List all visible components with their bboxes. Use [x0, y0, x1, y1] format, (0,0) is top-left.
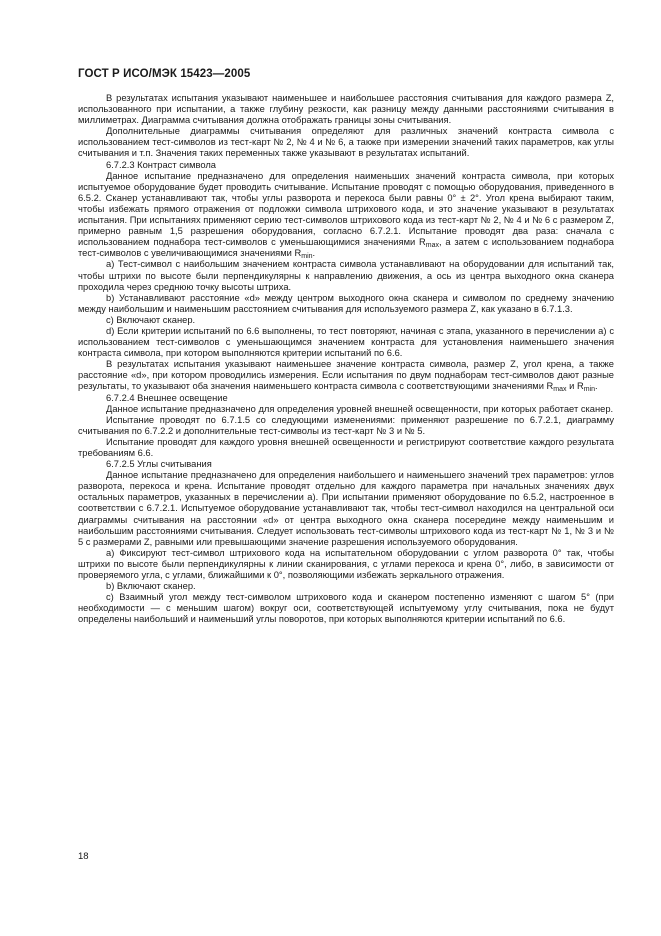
list-item-d: d) Если критерии испытаний по 6.6 выполнены, то тест повторяют, начиная с этапа, указанного в перечислении а) с использованием тест-символов с уменьшающимся значением контраста для установления наименьшего значения контраста символа, при котором выполняются критерии испытаний по 6.6.: [78, 325, 614, 359]
list-item-c: c) Включают сканер.: [106, 314, 196, 325]
paragraph: Испытание проводят для каждого уровня внешней освещенности и регистрируют соответствие каждого результата требованиям 6.6.: [78, 436, 614, 458]
list-item-a: а) Фиксируют тест-символ штрихового кода на испытательном оборудовании с углом разворота 0° так, чтобы штрихи по высоте были перпендикулярны к линии сканирования, с углами перекоса и крена 0°, либо, в зависимости от проверяемого угла, с углами, ближайшими к 0°, позволяющими избежать зеркального отражения.: [78, 547, 614, 581]
document-body: [78, 93, 614, 626]
paragraph: Данное испытание предназначено для определения уровней внешней освещенности, при которых работает сканер.: [106, 403, 614, 414]
paragraph: Испытание проводят по 6.7.1.5 со следующими изменениями: применяют разрешение по 6.7.2.1, диаграмму считывания по 6.7.2.2 и дополнительные тест-символы из тест-карт № 3 и № 5.: [78, 414, 614, 436]
page-number: 18: [78, 851, 89, 862]
list-item-b: b) Устанавливают расстояние «d» между центром выходного окна сканера и символом по среднему значению между наибольшим и наименьшим расстоянием считывания для используемого размера Z, как указано в 6.7.1.3.: [78, 292, 614, 314]
paragraph: В результатах испытания указывают наименьшее и наибольшее расстояния считывания для каждого размера Z, использованного при испытании, а также глубину резкости, как разницу между данными расстояниями считывания в миллиметрах. Диаграмма считывания должна отображать границы зоны считывания.: [78, 93, 614, 126]
paragraph-with-subscripts: В результатах испытания указывают наименьшее значение контраста символа, размер Z, угол крена, а также расстояние «d», при котором проводились измерения. Если испытания по двум поднаборам тест-символов дают разные результаты, то указывают оба значения наименьшего контраста символа с соответствующими значениями $R_{max}$ и $R_{min}$.: [78, 359, 614, 394]
list-item-c: c) Взаимный угол между тест-символом штрихового кода и сканером постепенно изменяют с шагом 5° (при необходимости — с меньшим шагом) вокруг оси, соответствующей испытуемому углу считывания, пока не будут определены наибольший и наименьший углы поворотов, при которых выполняются критерии испытаний по 6.6.: [78, 592, 614, 625]
paragraph-with-subscripts: Данное испытание предназначено для определения наименьших значений контраста символа, при которых испытуемое оборудование будет проводить считывание. Испытание проводят с помощью оборудования, приведенного в 6.5.2. Сканер устанавливают так, чтобы углы разворота и перекоса были равны 0° ± 2°. Угол крена выбирают таким, чтобы избежать прямого отражения от подложки символа штрихового кода, и это значение указывают в результатах испытания. При испытаниях применяют серию тест-символов штрихового кода из тест-карт № 2, № 4 и № 6 с размером Z, примерно равным 1,5 разрешения оборудования, согласно 6.7.2.1. Испытание проводят два раза: сначала с использованием поднабора тест-символов с уменьшающимися значениями $R_{max}$, а затем с использованием поднабора тест-символов с увеличивающимися значениями $R_{min}$.: [78, 170, 614, 261]
section-heading: 6.7.2.5 Углы считывания: [106, 459, 212, 470]
list-item-b: b) Включают сканер.: [106, 581, 196, 592]
list-item-a: а) Тест-символ с наибольшим значением контраста символа устанавливают на оборудовании для испытаний так, чтобы штрихи по высоте были перпендикулярны к направлению движения, а ось из центра выходного окна сканера проходила через среднюю точку высоты штриха.: [78, 259, 614, 292]
section-heading: 6.7.2.4 Внешнее освещение: [106, 392, 228, 403]
document-header: ГОСТ Р ИСО/МЭК 15423—2005: [78, 68, 251, 80]
section-heading: 6.7.2.3 Контраст символа: [106, 159, 217, 170]
paragraph: Данное испытание предназначено для определения наибольшего и наименьшего значений трех параметров: углов разворота, перекоса и крена. Испытание проводят отдельно для каждого параметра при начальных значениях двух остальных параметров, указанных в перечислении а). При испытании применяют оборудование по 6.5.2, настроенное в соответствии с 6.7.2.1. Испытуемое оборудование устанавливают так, чтобы тест-символ находился на центральной оси диаграммы считывания на расстоянии «d» от центра выходного окна сканера посередине между наименьшим и наибольшим расстояниями считывания. Следует использовать тест-символы штрихового кода из тест-карт № 1, № 3 и № 5 с размерами Z, равными или превышающими значение разрешения используемого оборудования.: [78, 470, 614, 547]
paragraph: Дополнительные диаграммы считывания определяют для различных значений контраста символа с использованием тест-символов из тест-карт № 2, № 4 и № 6, а также при измерении значений таких параметров, как углы считывания и т.п. Значения таких переменных также указывают в результатах испытаний.: [78, 126, 614, 159]
